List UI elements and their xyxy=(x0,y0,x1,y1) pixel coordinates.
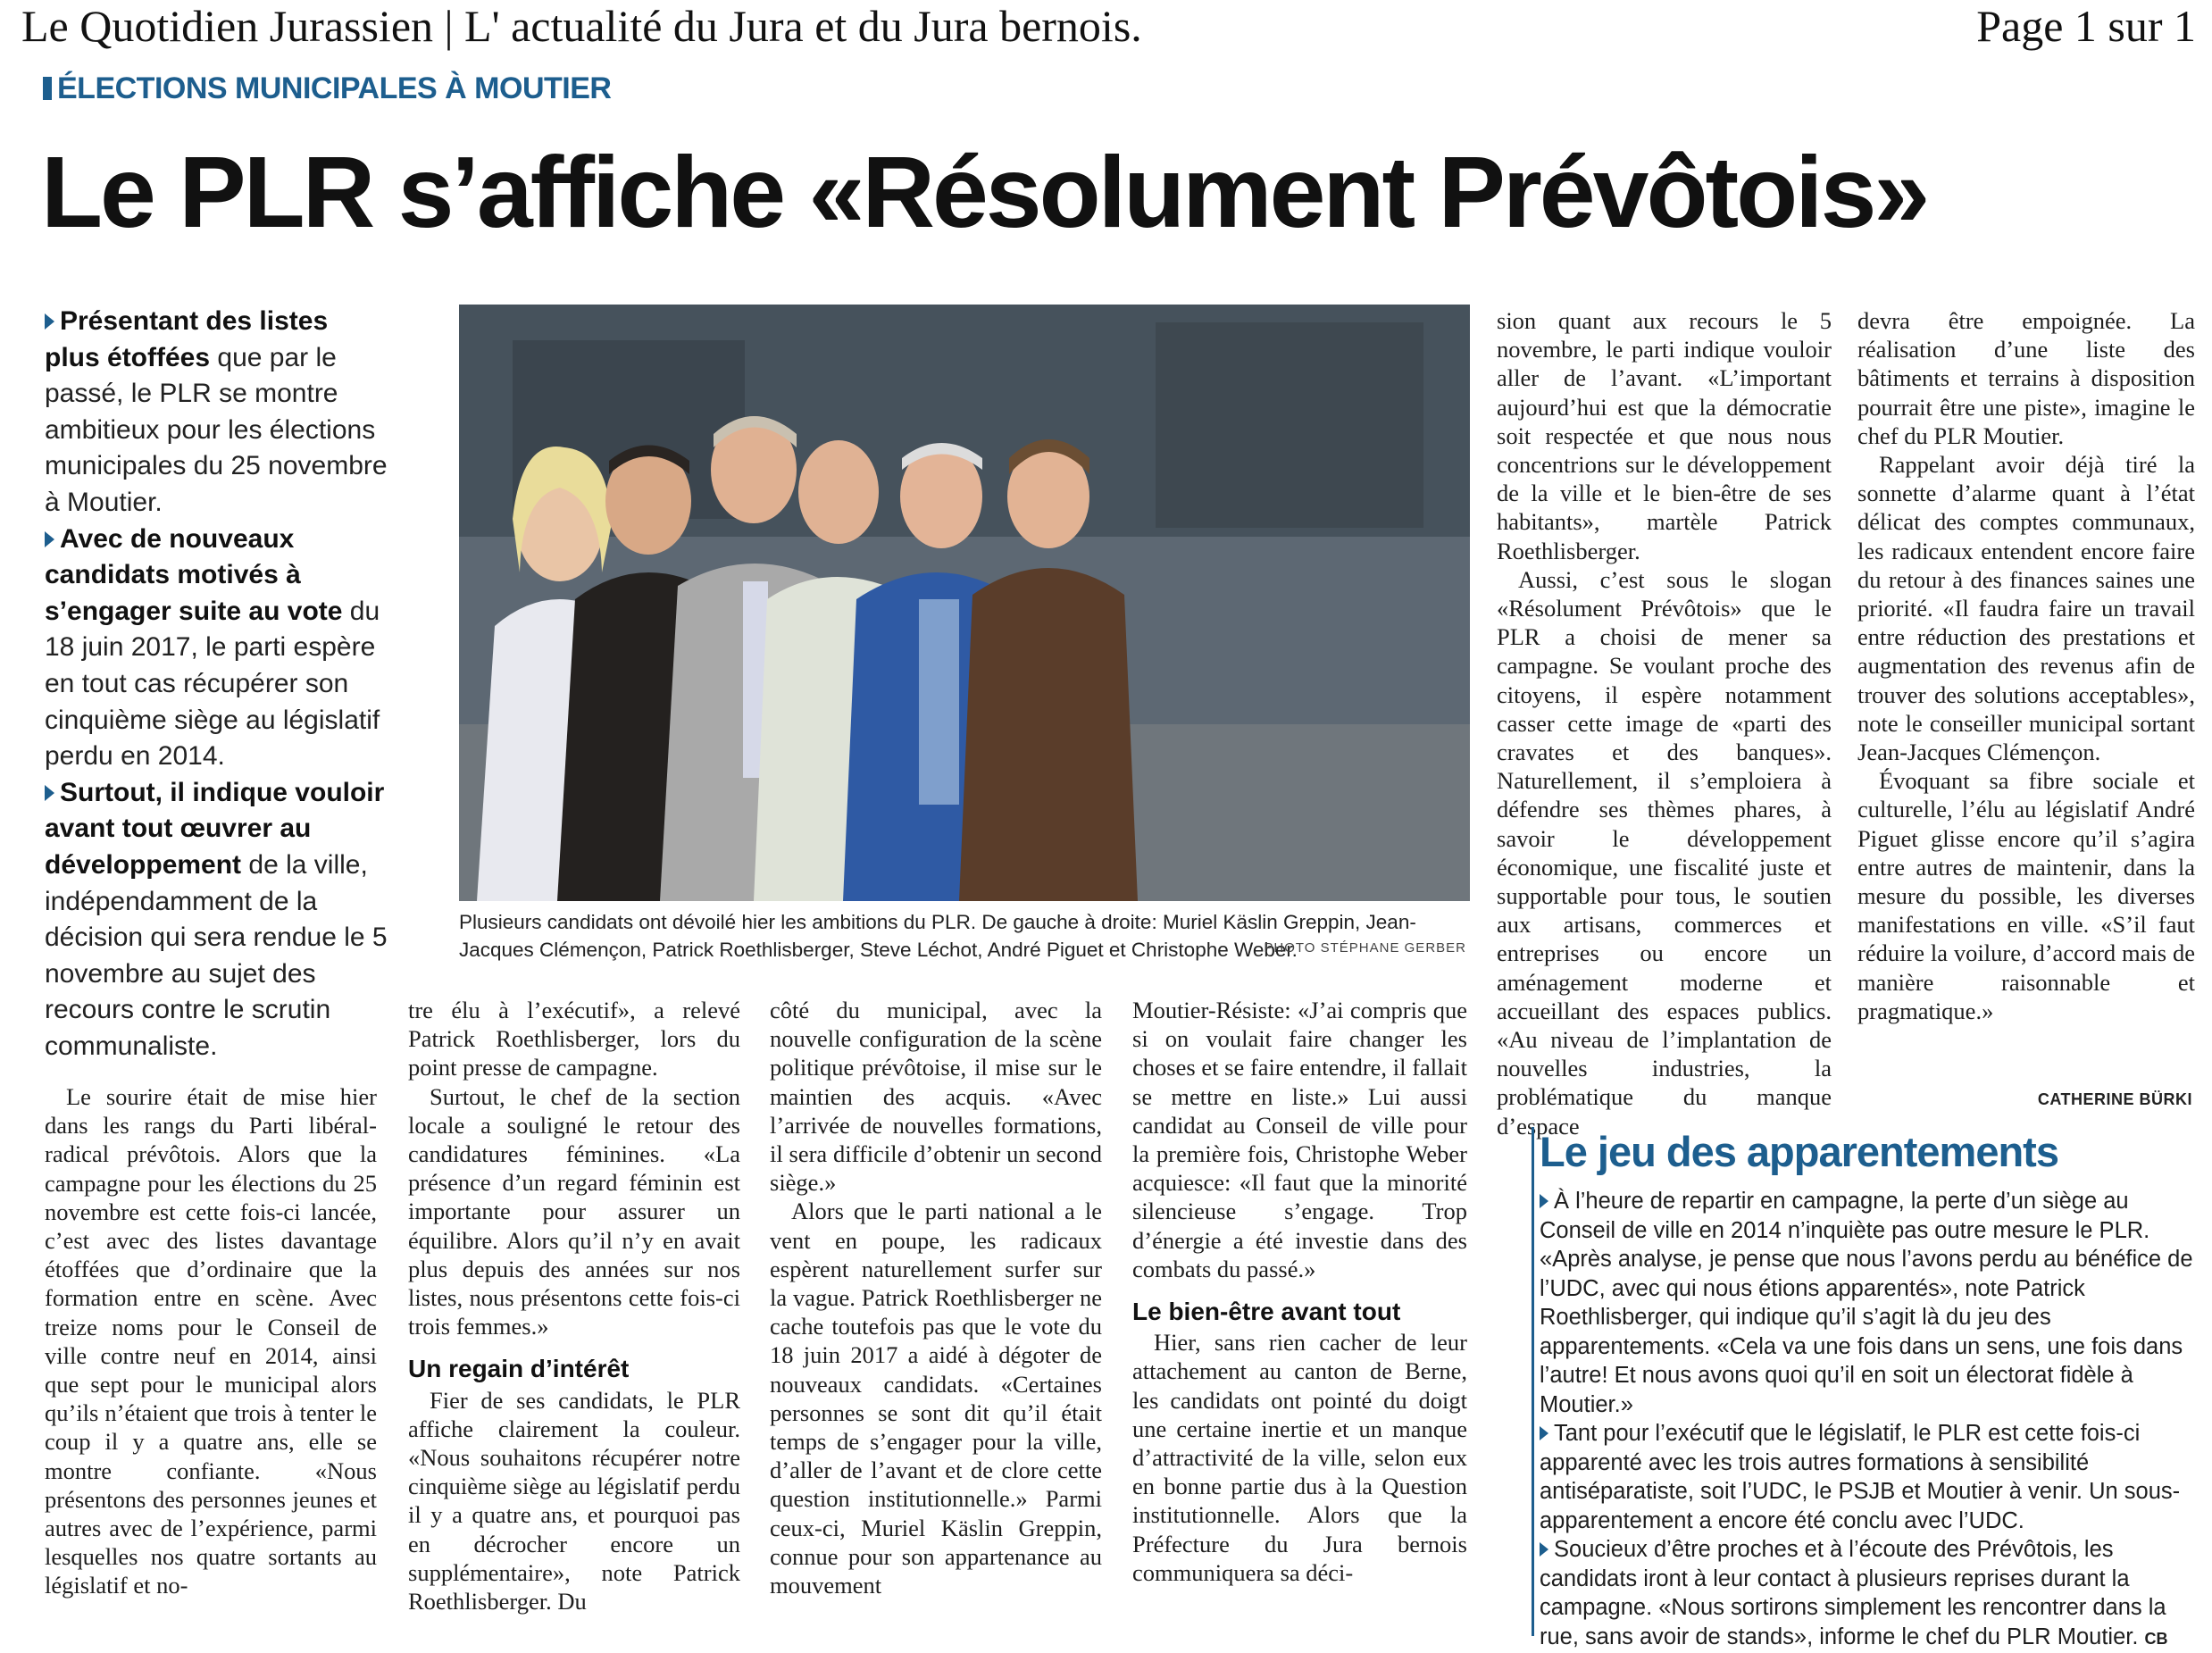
sidebar-body xyxy=(1540,1187,2204,1653)
photo-caption xyxy=(459,908,1470,964)
triangle-bullet-icon xyxy=(1540,1542,1548,1557)
lead-item-2: Avec de nouveaux candidats motivés à s’engager suite au vote du 18 juin 2017, le parti espère en tout cas récupérer son cinquième siège au législatif perdu en 2014. xyxy=(45,523,380,772)
rubric-label: ÉLECTIONS MUNICIPALES À MOUTIER xyxy=(57,71,612,105)
column-paragraph: Alors que le parti national a le vent en poupe, les radicaux espèrent naturellement surfer sur la vague. Patrick Roethlisberger ne cache toutefois pas que le vote du 18 juin 2017 a aidé à dégoter de nouveaux candidats. «Certaines personnes se sont dit qu’il était temps de s’engager pour la ville, d’aller de l’avant et de clore cette question institutionnelle.» Parmi ceux-ci, Muriel Käslin Greppin, connue pour son appartenance au mouvement xyxy=(770,1198,1102,1599)
column-paragraph: Rappelant avoir déjà tiré la sonnette d’alarme quant à l’état délicat des comptes communaux, les radicaux entendent encore faire du retour à des finances saines une priorité. «Il faudra faire un travail entre réduction des prestations et augmentation des revenus afin de trouver des solutions acceptables», note le conseiller municipal sortant Jean-Jacques Clémençon. xyxy=(1857,451,2195,766)
subheading: Un regain d’intérêt xyxy=(408,1355,630,1383)
rubric xyxy=(43,71,611,106)
article-column-3 xyxy=(770,996,1102,1599)
sidebar-box xyxy=(1532,1127,2204,1649)
triangle-bullet-icon xyxy=(1540,1426,1548,1440)
article-column-5 xyxy=(1497,306,1832,1140)
article-column-2 xyxy=(408,996,740,1615)
column-paragraph: devra être empoignée. La réalisation d’une liste des bâtiments et terrains à disposition pourrait être une piste», imagine le chef du PLR Moutier. xyxy=(1857,307,2195,449)
triangle-bullet-icon xyxy=(1540,1194,1548,1208)
lead-item-1: Présentant des listes plus étoffées que par le passé, le PLR se montre ambitieux pour les élections municipales du 25 novembre à Moutier. xyxy=(45,306,388,517)
headline: Le PLR s’affiche «Résolument Prévôtois» xyxy=(41,136,1928,248)
article-column-1 xyxy=(45,1082,377,1600)
sidebar-title: Le jeu des apparentements xyxy=(1540,1128,2058,1175)
article-column-4 xyxy=(1132,996,1467,1587)
photo-caption-text: Plusieurs candidats ont dévoilé hier les ambitions du PLR. De gauche à droite: Muriel Käslin Greppin, Jean-Jacques Clémençon, Patrick Roethlisberger, Steve Léchot, André Piguet et Christophe Weber. xyxy=(459,911,1416,961)
column-paragraph: Fier de ses candidats, le PLR affiche clairement la couleur. «Nous souhaitons récupérer notre cinquième siège au législatif perdu il y a quatre ans, et pourquoi pas en décrocher encore un supplémentaire», note Patrick Roethlisberger. Du xyxy=(408,1386,740,1615)
column-paragraph: tre élu à l’exécutif», a relevé Patrick Roethlisberger, lors du point presse de campagne. xyxy=(408,997,740,1081)
column-paragraph: Le sourire était de mise hier dans les rangs du Parti libéral-radical prévôtois. Alors que la campagne pour les élections du 25 novembre est cette fois-ci lancée, c’est avec des listes davantage étoffées que d’ordinaire que la formation entre en scène. Avec treize noms pour le Conseil de ville contre neuf en 2014, ainsi que sept pour le municipal alors qu’ils n’étaient que trois à tenter le coup il y a quatre ans, elle se montre confiante. «Nous présentons des personnes jeunes et autres avec de l’expérience, parmi lesquelles nos quatre sortants au législatif et no- xyxy=(45,1083,377,1599)
group-photo-illustration xyxy=(459,305,1470,901)
page-number: Page 1 sur 1 xyxy=(1976,1,2196,51)
column-paragraph: sion quant aux recours le 5 novembre, le parti indique vouloir aller de l’avant. «L’important aujourd’hui est que la démocratie soit respectée et que nous nous concentrions sur le développement de la ville et le bien-être de ses habitants», martèle Patrick Roethlisberger. xyxy=(1497,307,1832,564)
triangle-bullet-icon xyxy=(45,531,54,547)
page-source-header: Le Quotidien Jurassien | L' actualité du Jura et du Jura bernois. xyxy=(21,1,1142,51)
column-paragraph: Hier, sans rien cacher de leur attachement au canton de Berne, les candidats ont pointé du doigt une certaine inertie et un manque d’attractivité de la ville, selon eux en bonne partie dus à la Question institutionnelle. Alors que la Préfecture du Jura bernois communiquera sa déci- xyxy=(1132,1329,1467,1586)
author-signature: CATHERINE BÜRKI xyxy=(2037,1090,2192,1108)
column-paragraph: Moutier-Résiste: «J’ai compris que si on voulait faire changer les choses et se faire entendre, il fallait se mettre en liste.» Lui aussi candidat au Conseil de ville pour la première fois, Christophe Weber acquiesce: «Il faut que la minorité silencieuse s’engage. Trop d’énergie a été investie dans des combats du passé.» xyxy=(1132,997,1467,1282)
lead-paragraphs xyxy=(45,304,388,1064)
column-paragraph: côté du municipal, avec la nouvelle configuration de la scène politique prévôtoise, il mise sur le maintien des acquis. «Avec l’arrivée de nouvelles formations, il sera difficile d’obtenir un second siège.» xyxy=(770,997,1102,1197)
sidebar-item-2: Tant pour l’exécutif que le législatif, le PLR est cette fois-ci apparenté avec les trois autres formations à sensibilité antiséparatiste, soit l’UDC, le PSJB et Moutier à venir. Un sous-apparentement a encore été conclu avec l’UDC. xyxy=(1540,1421,2181,1533)
photo-credit: PHOTO STÉPHANE GERBER xyxy=(1264,940,1466,956)
subheading: Le bien-être avant tout xyxy=(1132,1298,1401,1326)
rubric-square-icon xyxy=(43,77,52,100)
sidebar-initials: CB xyxy=(2144,1629,2168,1648)
triangle-bullet-icon xyxy=(45,785,54,801)
lead-item-3: Surtout, il indique vouloir avant tout œuvrer au développement de la ville, indépendamment de la décision qui sera rendue le 5 novembre au sujet des recours contre le scrutin communaliste. xyxy=(45,777,388,1061)
triangle-bullet-icon xyxy=(45,313,54,330)
sidebar-item-1: À l’heure de repartir en campagne, la perte d’un siège au Conseil de ville en 2014 n’inquiète pas outre mesure le PLR. «Après analyse, je pense que nous l’avons perdu au bénéfice de l’UDC, avec qui nous étions apparentés», note Patrick Roethlisberger, qui indique qu’il s’agit là du jeu des apparentements. «Cela va une fois dans un sens, une fois dans l’autre! Et nous avons quoi qu’il en soit un électorat fidèle à Moutier.» xyxy=(1540,1189,2193,1417)
sidebar-item-3: Soucieux d’être proches et à l’écoute des Prévôtois, les candidats iront à leur contact à plusieurs reprises durant la campagne. «Nous sortirons simplement les rencontrer dans la rue, sans avoir de stands», informe le chef du PLR Moutier. CB xyxy=(1540,1537,2168,1649)
group-photo xyxy=(459,305,1470,901)
column-paragraph: Surtout, le chef de la section locale a souligné le retour des candidatures féminines. «La présence d’un regard féminin est importante pour assurer un équilibre. Alors qu’il n’y en avait plus depuis des années sur nos listes, nous présentons cette fois-ci trois femmes.» xyxy=(408,1082,740,1340)
column-paragraph: Évoquant sa fibre sociale et culturelle, l’élu au législatif André Piguet glisse encore qu’il s’agira entre autres de maintenir, dans la mesure du possible, les diverses manifestations en ville. «S’il faut réduire la voilure, d’accord mais de manière raisonnable et pragmatique.» xyxy=(1857,767,2195,1024)
column-paragraph: Aussi, c’est sous le slogan «Résolument Prévôtois» que le PLR a choisi de mener sa campagne. Se voulant proche des citoyens, il espère notamment casser cette image de «parti des cravates et des banques». Naturellement, il s’emploiera à défendre ses thèmes phares, à savoir le développement économique, une fiscalité juste et supportable pour tous, le soutien aux artisans, commerces et entreprises ou encore un aménagement moderne et accueillant des espaces publics. «Au niveau de l’implantation de nouvelles industries, la problématique du manque d’espace xyxy=(1497,565,1832,1140)
article-column-6 xyxy=(1857,306,2195,1025)
